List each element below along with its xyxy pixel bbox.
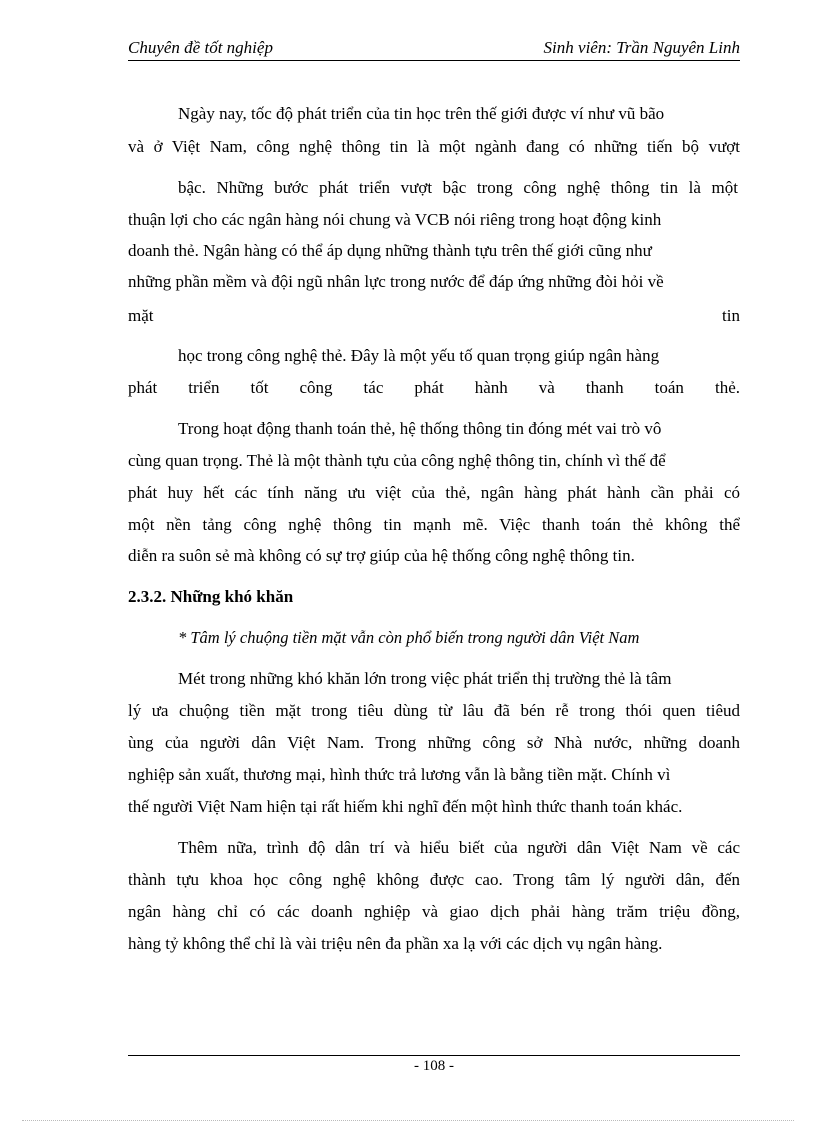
text-line: nghiệp sản xuất, thương mại, hình thức trả lương vẫn là bằng tiền mặt. Chính vì [128, 765, 671, 784]
text-line: một nền tảng công nghệ thông tin mạnh mẽ. Việc thanh toán thẻ không thể [128, 515, 740, 534]
text-line: lý ưa chuộng tiền mặt trong tiêu dùng từ lâu đã bén rễ trong thói quen tiêud [128, 701, 740, 720]
page-number: - 108 - [414, 1058, 454, 1074]
text-line: cùng quan trọng. Thẻ là một thành tựu của công nghệ thông tin, chính vì thế để [128, 451, 666, 470]
text-line: Mét trong những khó khăn lớn trong việc phát triển thị trường thẻ là tâm [178, 669, 672, 688]
header-title: Chuyên đề tốt nghiệp [128, 38, 273, 57]
header-author: Sinh viên: Trần Nguyên Linh [543, 38, 740, 57]
text-line: phát triển tốt công tác phát hành và thanh toán thẻ. [128, 378, 740, 397]
text-line: doanh thẻ. Ngân hàng có thể áp dụng những thành tựu trên thế giới cũng như [128, 241, 652, 260]
text-line: Trong hoạt động thanh toán thẻ, hệ thống thông tin đóng mét vai trò vô [178, 419, 662, 438]
text-line: mặt [128, 306, 154, 325]
text-line: bậc. Những bước phát triển vượt bậc trong công nghệ thông tin là một [178, 178, 738, 197]
text-line: Thêm nữa, trình độ dân trí và hiểu biết của người dân Việt Nam về các [178, 838, 740, 857]
subheading: * Tâm lý chuộng tiền mặt vẫn còn phổ biến trong người dân Việt Nam [178, 628, 640, 647]
text-line: thành tựu khoa học công nghệ không được cao. Trong tâm lý người dân, đến [128, 870, 740, 889]
text-line: ngân hàng chỉ có các doanh nghiệp và giao dịch phải hàng trăm triệu đồng, [128, 902, 740, 921]
section-heading: 2.3.2. Những khó khăn [128, 587, 294, 606]
footer-rule [128, 1055, 740, 1056]
text-line: thế người Việt Nam hiện tại rất hiếm khi nghĩ đến một hình thức thanh toán khác. [128, 797, 683, 816]
text-line: phát huy hết các tính năng ưu việt của thẻ, ngân hàng phát hành cần phải có [128, 483, 740, 502]
text-line: Ngày nay, tốc độ phát triển của tin học trên thế giới được ví như vũ bão [178, 104, 665, 123]
text-line: diễn ra suôn sẻ mà không có sự trợ giúp của hệ thống công nghệ thông tin. [128, 546, 635, 565]
text-line: những phần mềm và đội ngũ nhân lực trong nước để đáp ứng những đòi hỏi về [128, 272, 664, 291]
text-line: học trong công nghệ thẻ. Đây là một yếu tố quan trọng giúp ngân hàng [178, 346, 660, 365]
page-edge-divider [22, 1120, 794, 1121]
text-line: và ở Việt Nam, công nghệ thông tin là một ngành đang có những tiến bộ vượt [128, 137, 740, 156]
text-line: thuận lợi cho các ngân hàng nói chung và VCB nói riêng trong hoạt động kinh [128, 210, 662, 229]
text-line: tin [722, 306, 740, 325]
text-line: hàng tỷ không thể chỉ là vài triệu nên đa phần xa lạ với các dịch vụ ngân hàng. [128, 934, 663, 953]
page-header [128, 36, 740, 61]
text-line: ùng của người dân Việt Nam. Trong những công sở Nhà nước, những doanh [128, 733, 740, 752]
